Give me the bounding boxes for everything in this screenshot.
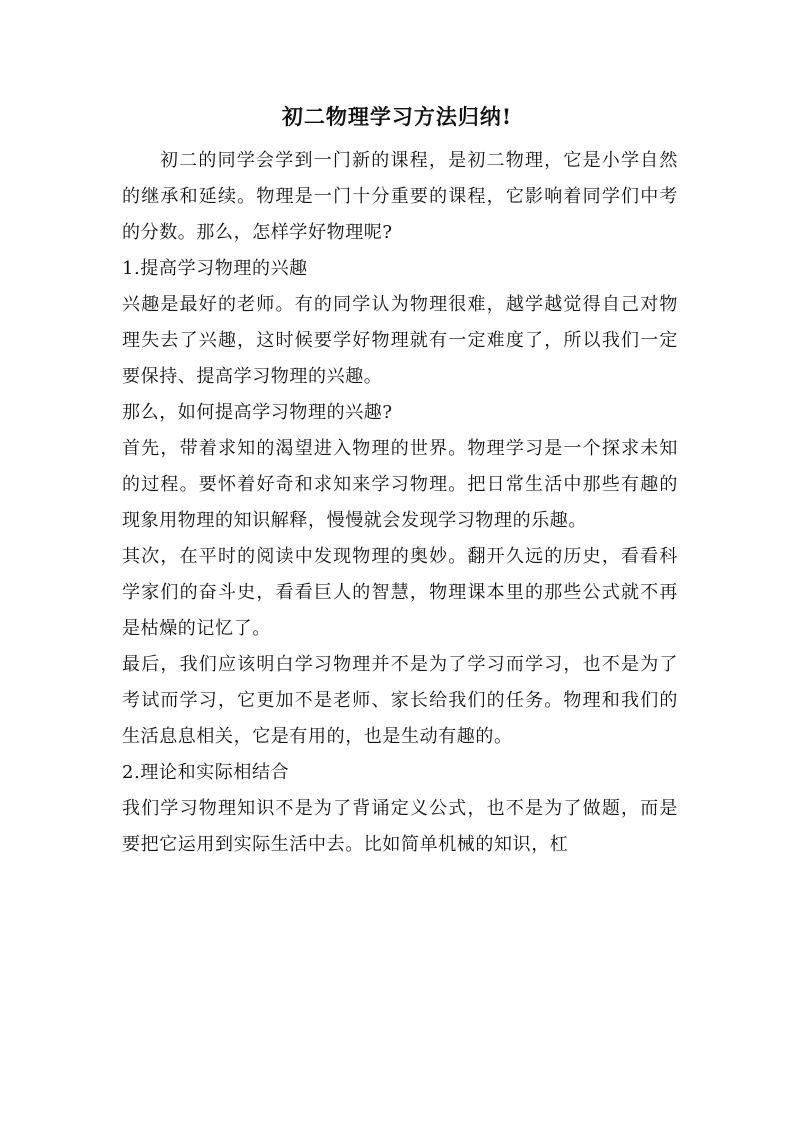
- paragraph-last: 最后，我们应该明白学习物理并不是为了学习而学习，也不是为了考试而学习，它更加不是老师、家长给我们的任务。物理和我们的生活息息相关，它是有用的，也是生动有趣的。: [122, 654, 678, 747]
- document-title: 初二物理学习方法归纳!: [281, 104, 513, 129]
- intro-paragraph: 初二的同学会学到一门新的课程，是初二物理，它是小学自然的继承和延续。物理是一门十分重要的课程，它影响着同学们中考的分数。那么，怎样学好物理呢?: [122, 150, 678, 243]
- paragraph-first: 首先，带着求知的渴望进入物理的世界。物理学习是一个探求未知的过程。要怀着好奇和求知来学习物理。把日常生活中那些有趣的现象用物理的知识解释，慢慢就会发现学习物理的乐趣。: [122, 438, 678, 531]
- paragraph-second: 其次，在平时的阅读中发现物理的奥妙。翻开久远的历史，看看科学家们的奋斗史，看看巨人的智慧，物理课本里的那些公式就不再是枯燥的记忆了。: [122, 546, 678, 639]
- paragraph-theory-practice: 我们学习物理知识不是为了背诵定义公式，也不是为了做题，而是要把它运用到实际生活中去。比如简单机械的知识，杠: [122, 798, 678, 855]
- document-body: [122, 143, 678, 863]
- paragraph-interest: 兴趣是最好的老师。有的同学认为物理很难，越学越觉得自己对物理失去了兴趣，这时候要学好物理就有一定难度了，所以我们一定要保持、提高学习物理的兴趣。: [122, 294, 678, 387]
- section-heading-interest: 1.提高学习物理的兴趣: [122, 258, 308, 279]
- paragraph-question: 那么，如何提高学习物理的兴趣?: [122, 402, 393, 423]
- section-heading-theory-practice: 2.理论和实际相结合: [122, 762, 290, 783]
